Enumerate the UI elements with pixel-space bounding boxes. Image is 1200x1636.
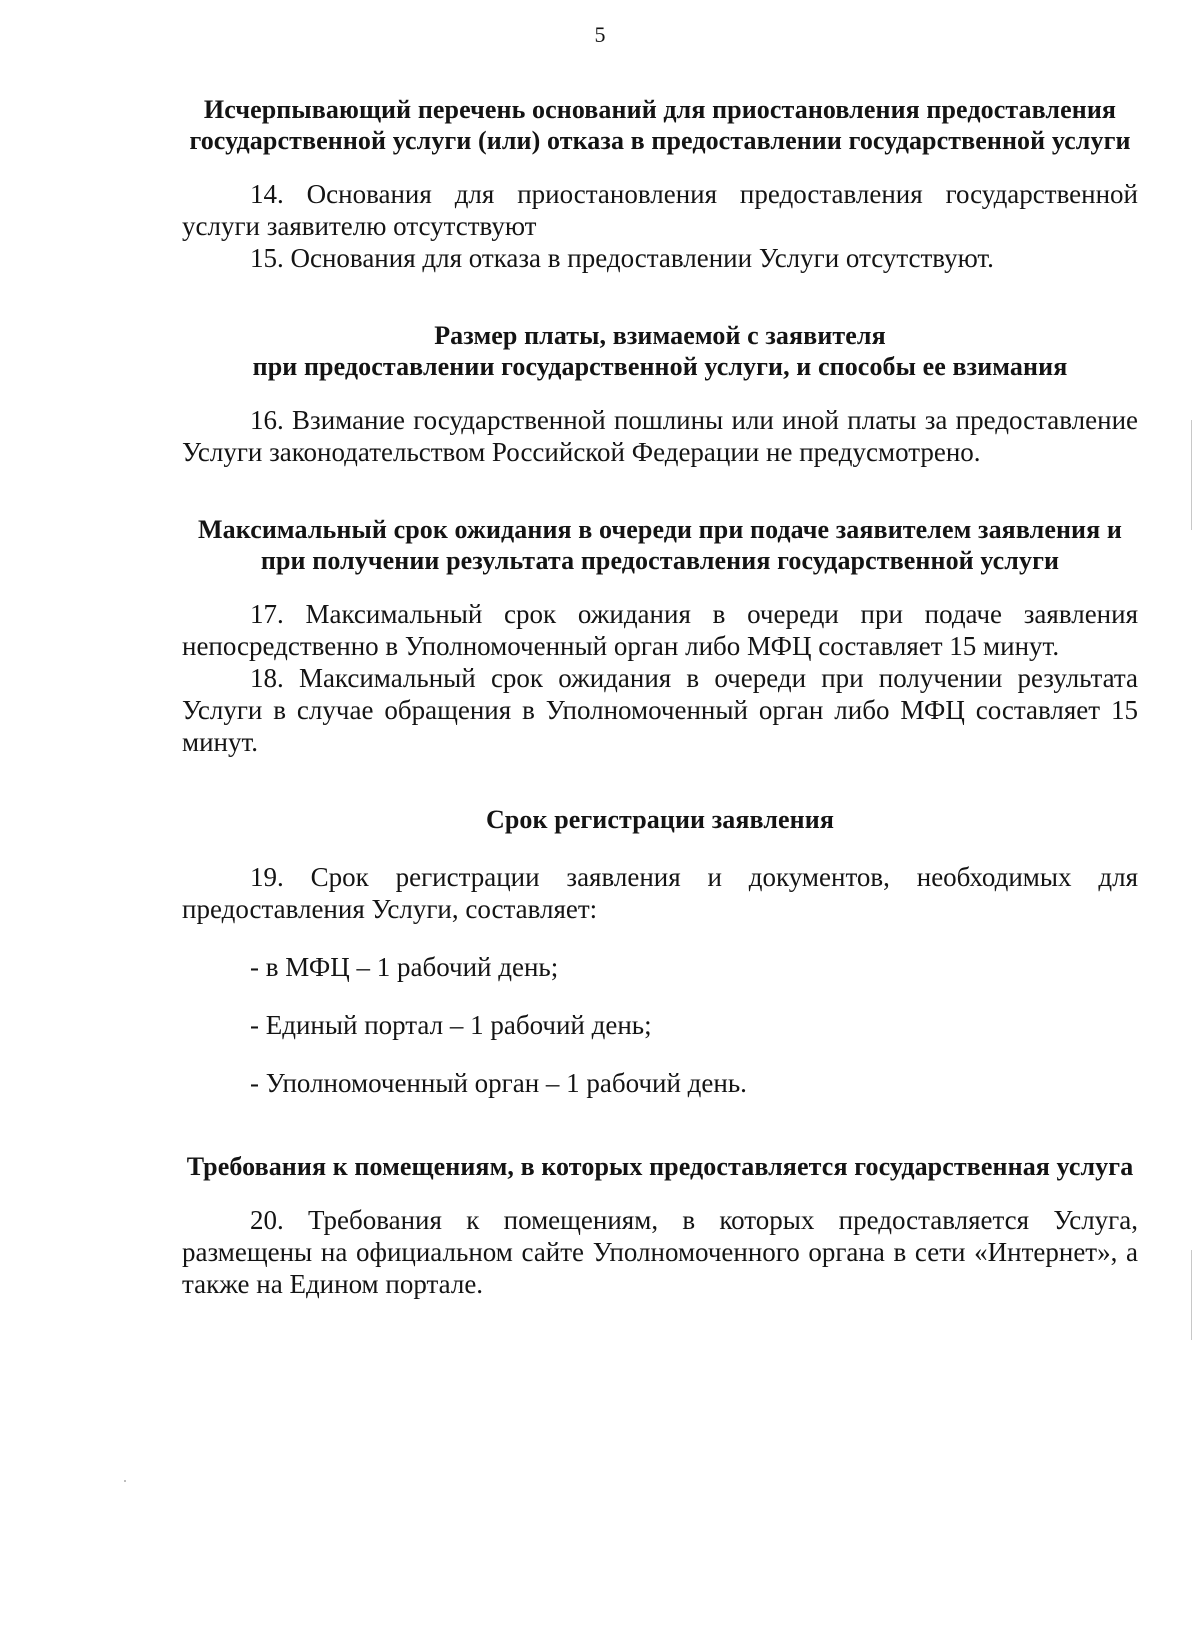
section-heading-registration-term: Срок регистрации заявления [485,805,834,834]
scan-edge-mark [1191,420,1192,530]
paragraph-14: 14. Основания для приостановления предоставления государственной услуги заявителю отсутствуют [182,179,1138,241]
section-heading-suspension-grounds: Исчерпывающий перечень оснований для приостановления предоставления государственной услуги (или) отказа в предоставлении государственной услуги [189,95,1131,155]
list-item-mfc: - в МФЦ – 1 рабочий день; [250,952,559,982]
list-item-unified-portal: - Единый портал – 1 рабочий день; [250,1010,652,1040]
section-heading-premises: Требования к помещениям, в которых предоставляется государственная услуга [186,1152,1134,1181]
section-heading-queue-time: Максимальный срок ожидания в очереди при подаче заявителем заявления и при получении результата предоставления государственной услуги [198,515,1122,575]
section-heading-fee [182,320,1138,382]
page-number: 5 [594,22,606,47]
paragraph-20: 20. Требования к помещениям, в которых предоставляется Услуга, размещены на официальном сайте Уполномоченного органа в сети «Интернет», а также на Едином портале. [182,1205,1138,1299]
section-heading-fee-line2: при предоставлении государственной услуги, и способы ее взимания [252,352,1068,381]
paragraph-17: 17. Максимальный срок ожидания в очереди при подаче заявления непосредственно в Уполномоченный орган либо МФЦ составляет 15 минут. [182,599,1138,661]
list-item-authorized-body: - Уполномоченный орган – 1 рабочий день. [250,1068,747,1098]
scan-dust-mark [124,1480,126,1482]
scan-edge-mark [1191,1250,1192,1340]
document-body [182,94,1138,1300]
paragraph-16: 16. Взимание государственной пошлины или иной платы за предоставление Услуги законодательством Российской Федерации не предусмотрено. [182,405,1138,467]
paragraph-18: 18. Максимальный срок ожидания в очереди при получении результата Услуги в случае обращения в Уполномоченный орган либо МФЦ составляет 15 минут. [182,663,1138,757]
paragraph-15: 15. Основания для отказа в предоставлении Услуги отсутствуют. [250,243,994,273]
paragraph-19: 19. Срок регистрации заявления и документов, необходимых для предоставления Услуги, составляет: [182,862,1138,924]
section-heading-fee-line1: Размер платы, взимаемой с заявителя [434,321,886,350]
